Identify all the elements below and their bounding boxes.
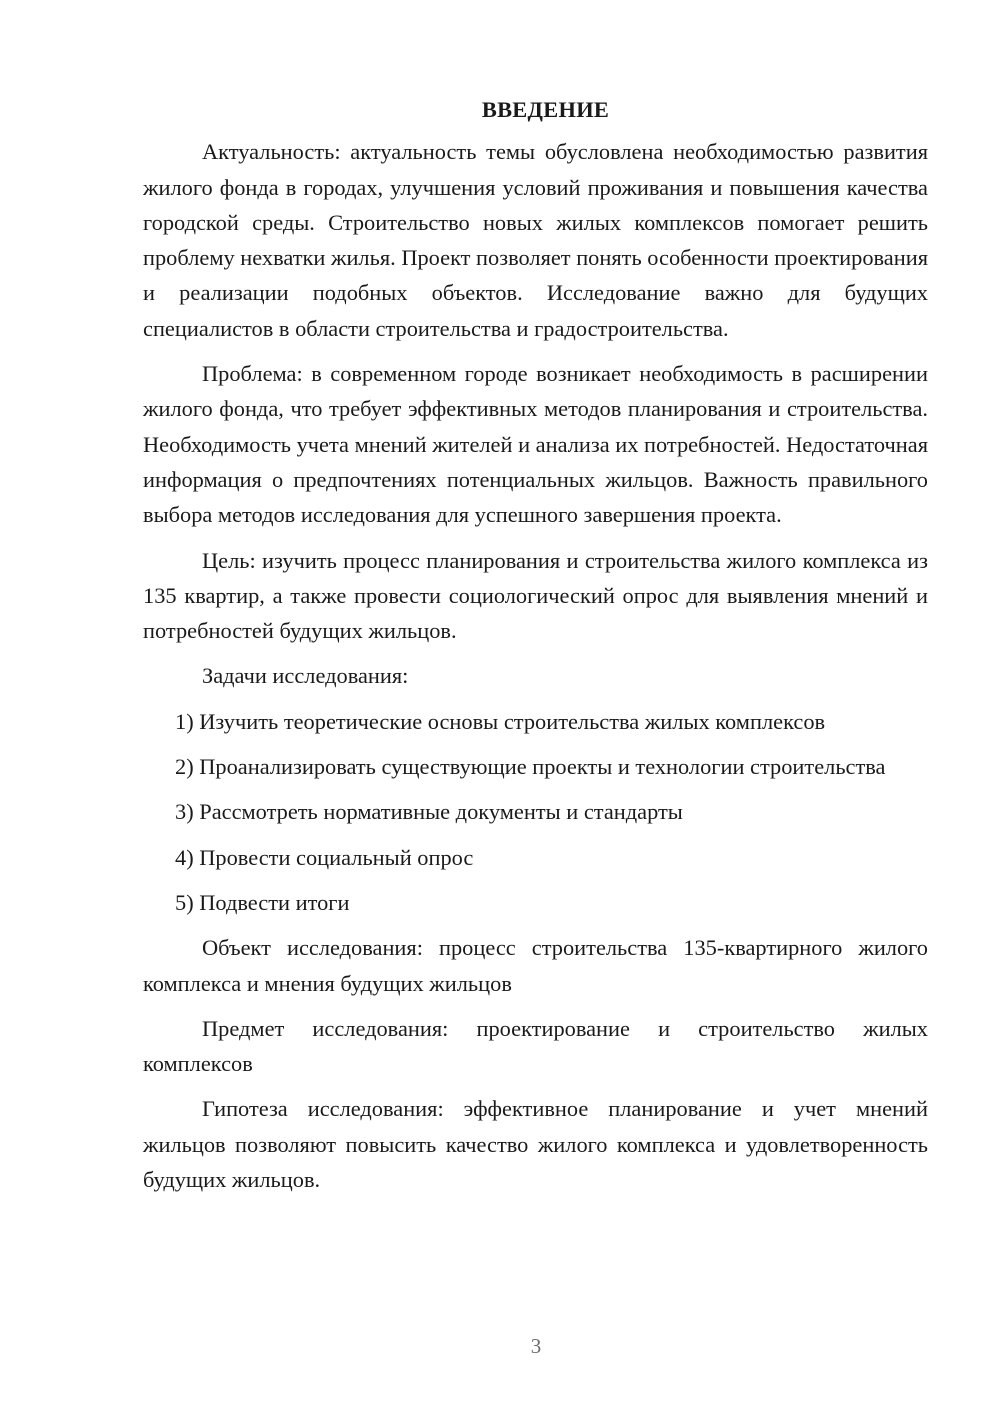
page-title: ВВЕДЕНИЕ (481, 97, 610, 122)
list-item: 1) Изучить теоретические основы строительства жилых комплексов (175, 708, 826, 734)
list-item: 4) Провести социальный опрос (175, 844, 474, 870)
paragraph-hypothesis: Гипотеза исследования: эффективное планирование и учет мнений жильцов позволяют повысить качество жилого комплекса и удовлетворенность будущих жильцов. (143, 1096, 928, 1193)
paragraph-problem: Проблема: в современном городе возникает необходимость в расширении жилого фонда, что требует эффективных методов планирования и строительства. Необходимость учета мнений жителей и анализа их потребностей. Недостаточная информация о предпочтениях потенциальных жильцов. Важность правильного выбора методов исследования для успешного завершения проекта. (143, 361, 928, 528)
paragraph-subject: Предмет исследования: проектирование и строительство жилых комплексов (143, 1015, 928, 1077)
paragraph-object: Объект исследования: процесс строительства 135-квартирного жилого комплекса и мнения будущих жильцов (143, 935, 928, 996)
list-item: 5) Подвести итоги (175, 889, 350, 915)
paragraph-goal: Цель: изучить процесс планирования и строительства жилого комплекса из 135 квартир, а также провести социологический опрос для выявления мнений и потребностей будущих жильцов. (143, 547, 928, 644)
document-page (143, 92, 928, 1207)
paragraph-relevance: Актуальность: актуальность темы обусловлена необходимостью развития жилого фонда в городах, улучшения условий проживания и повышения качества городской среды. Строительство новых жилых комплексов помогает решить проблему нехватки жилья. Проект позволяет понять особенности проектирования и реализации подобных объектов. Исследование важно для будущих специалистов в области строительства и градостроительства. (143, 139, 928, 341)
page-number: 3 (530, 1334, 542, 1358)
tasks-heading: Задачи исследования: (202, 663, 409, 689)
tasks-list (143, 704, 928, 920)
list-item: 2) Проанализировать существующие проекты и технологии строительства (175, 754, 886, 780)
list-item: 3) Рассмотреть нормативные документы и стандарты (175, 799, 683, 825)
